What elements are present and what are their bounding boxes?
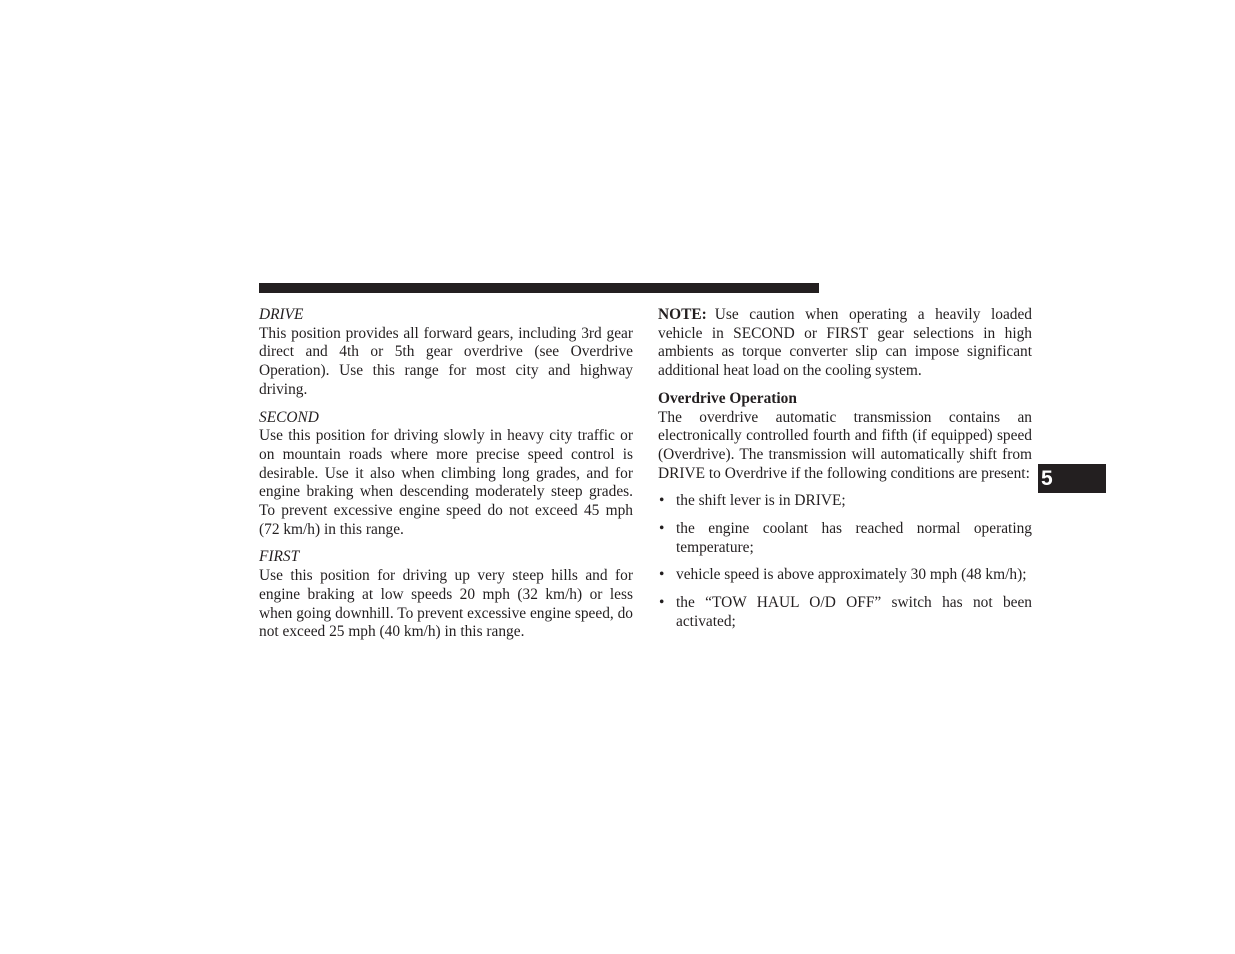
list-item bbox=[658, 520, 1032, 557]
drive-heading: DRIVE bbox=[259, 306, 304, 323]
second-text: Use this position for driving slowly in heavy city traffic or on mountain roads where more precise speed control is desirable. Use it also when climbing long grades, and for engine braking when descending moderately steep grades. To prevent excessive engine speed do not exceed 45 mph (72 km/h) in this range. bbox=[259, 427, 633, 538]
note-label: NOTE: bbox=[658, 306, 707, 323]
bullet-icon: • bbox=[659, 520, 665, 538]
right-column bbox=[658, 306, 1032, 641]
note-text: Use caution when operating a heavily loaded vehicle in SECOND or FIRST gear selections in high ambients as torque converter slip can impose significant additional heat load on the cooling system. bbox=[658, 306, 1032, 380]
overdrive-section bbox=[658, 390, 1032, 484]
list-item bbox=[658, 566, 1032, 585]
bullet-icon: • bbox=[659, 594, 665, 612]
bullet-icon: • bbox=[659, 492, 665, 510]
note-paragraph bbox=[658, 306, 1032, 381]
chapter-tab: 5 bbox=[1038, 464, 1106, 493]
overdrive-text: The overdrive automatic transmission contains an electronically controlled fourth and fifth (if equipped) speed (Overdrive). The transmission will automatically shift from DRIVE to Overdrive if the following conditions are present: bbox=[658, 408, 1032, 482]
first-heading: FIRST bbox=[259, 548, 300, 566]
drive-section bbox=[259, 306, 633, 400]
second-heading: SECOND bbox=[259, 408, 319, 426]
first-text: Use this position for driving up very steep hills and for engine braking at low speeds 20 mph (32 km/h) or less when going downhill. To prevent excessive engine speed, do not exceed 25 mph (40 km/h) in this range. bbox=[259, 567, 633, 641]
overdrive-heading: Overdrive Operation bbox=[658, 389, 797, 407]
list-item bbox=[658, 594, 1032, 631]
drive-text: This position provides all forward gears, including 3rd gear direct and 4th or 5th gear overdrive (see Overdrive Operation). Use this range for most city and highway driving. bbox=[259, 324, 633, 398]
condition-text: the shift lever is in DRIVE; bbox=[676, 492, 846, 510]
first-section bbox=[259, 548, 633, 642]
list-item bbox=[658, 492, 1032, 511]
condition-text: the engine coolant has reached normal operating temperature; bbox=[676, 520, 1032, 556]
left-column bbox=[259, 306, 633, 651]
section-header-rule bbox=[259, 283, 819, 293]
condition-text: the “TOW HAUL O/D OFF” switch has not been activated; bbox=[676, 594, 1032, 630]
condition-text: vehicle speed is above approximately 30 mph (48 km/h); bbox=[676, 566, 1027, 584]
bullet-icon: • bbox=[659, 566, 665, 584]
overdrive-conditions-list bbox=[658, 492, 1032, 631]
second-section bbox=[259, 409, 633, 540]
